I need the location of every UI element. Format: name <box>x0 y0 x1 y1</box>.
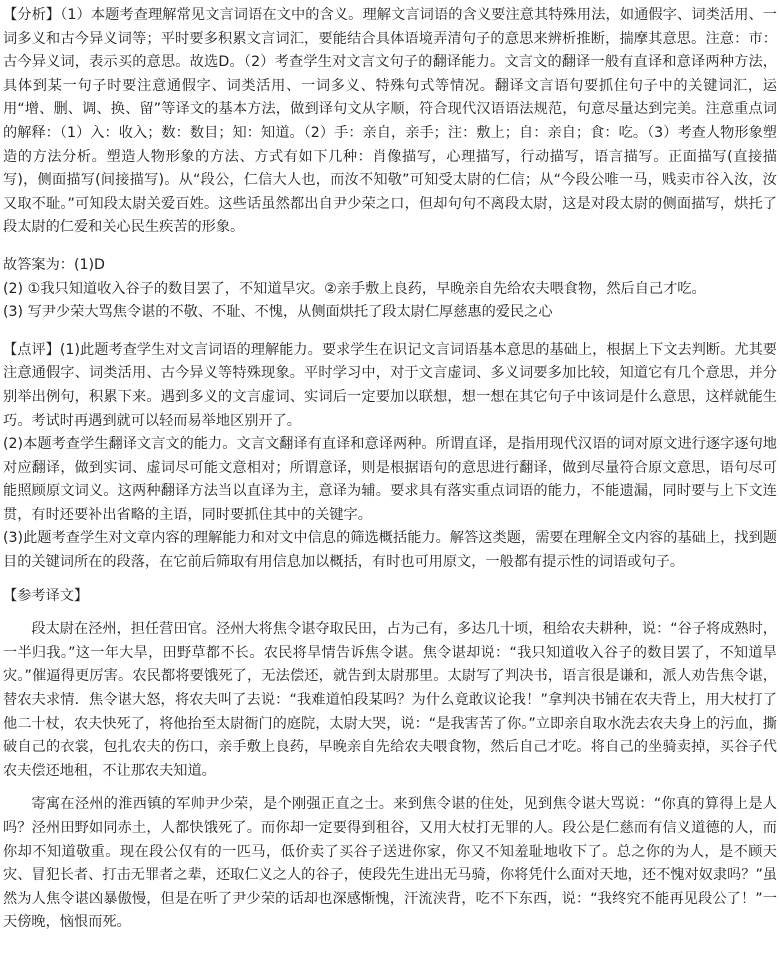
spacer <box>3 240 777 254</box>
analysis-paragraph: 【分析】（1）本题考查理解常见文言词语在文中的含义。理解文言词语的含义要注意其特殊用法，如通假字、词类活用、一词多义和古今异义词等；平时要多积累文言词汇，要能结合具体语境弄清句子的意思来辨析推断，揣摩其意思。注意：市：古今异义词，表示买的意思。故选D。（2）考查学生对文言文句子的翻译能力。文言文的翻译一般有直译和意译两种方法，具体到某一句子时要注意通假字、词类活用、一词多义、特殊句式等情况。翻译文言语句要抓住句子中的关键词汇，运用“增、删、调、换、留”等译文的基本方法，做到译句文从字顺，符合现代汉语语法规范，句意尽量达到完美。注意重点词的解释：（1）入：收入；数：数目；知：知道。（2）手：亲自，亲手；注：敷上；自：亲自；食：吃。（3）考查人物形象塑造的方法分析。塑造人物形象的方法、方式有如下几种：肖像描写，心理描写，行动描写，语言描写。正面描写(直接描写)，侧面描写(间接描写)。从“段公，仁信大人也，而汝不知敬”可知受太尉的仁信；从“今段公唯一马，贱卖市谷入汝，汝又取不耻。”可知段太尉关爱百姓。这些话虽然都出自尹少荣之口，但却句句不离段太尉，这是对段太尉的侧面描写，烘托了段太尉的仁爱和关心民生疾苦的形象。 <box>3 7 777 236</box>
answer-line-3: (3) 写尹少荣大骂焦令谌的不敬、不耻、不愧，从侧面烘托了段太尉仁厚慈惠的爱民之心 <box>3 304 553 321</box>
comment-paragraph-2: (2)本题考查学生翻译文言文的能力。文言文翻译有直译和意译两种。所谓直译，是指用现代汉语的词对原文进行逐字逐句地对应翻译，做到实词、虚词尽可能文意相对；所谓意译，则是根据语句的意思进行翻译，做到尽量符合原文意思，语句尽可能照顾原文词义。这两种翻译方法当以直译为主，意译为辅。要求具有落实重点词语的能力，不能遗漏，同时要与上下文连贯，有时还要补出省略的主语，同时要抓住其中的关键字。 <box>3 436 777 523</box>
comment-paragraph-1: 【点评】(1)此题考查学生对文言词语的理解能力。要求学生在识记文言词语基本意思的基础上，根据上下文去判断。尤其要注意通假字、词类活用、古今异义等特殊现象。平时学习中，对于文言虚词、多义词要多加比较，知道它有几个意思，并分别举出例句，积累下来。遇到多义的文言虚词、实词后一定要加以联想，想一想在其它句子中该词是什么意思，这样就能生巧。考试时再遇到就可以轻而易举地区别开了。 <box>3 341 777 429</box>
answer-line-2: (2) ①我只知道收入谷子的数目罢了，不知道旱灾。②亲手敷上良药，早晚亲自先给农夫喂食物，然后自己才吃。 <box>3 280 706 297</box>
translation-heading: 【参考译文】 <box>3 587 89 604</box>
answer-line-1: 故答案为：(1)D <box>3 256 105 273</box>
translation-paragraph-2: 寄寓在泾州的淮西镇的军帅尹少荣，是个刚强正直之士。来到焦令谌的住处，见到焦令谌大骂说：“你真的算得上是人吗？泾州田野如同赤土，人都快饿死了。而你却一定要得到租谷，又用大杖打无罪的人。段公是仁慈而有信义道德的人，而你却不知道敬重。现在段公仅有的一匹马，低价卖了买谷子送进你家，你又不知羞耻地收下了。总之你的为人，是不顾天灾、冒犯长者、打击无罪者之辈，还取仁义之人的谷子，使段先生进出无马骑，你将凭什么面对天地，还不愧对奴隶吗？”虽然为人焦令谌凶暴傲慢，但是在听了尹少荣的话却也深感惭愧，汗流浃背，吃不下东西，说：“我终究不能再见段公了！”一天傍晚，恼恨而死。 <box>3 796 777 931</box>
spacer <box>3 608 777 618</box>
answer-block <box>3 254 777 325</box>
spacer <box>3 575 777 585</box>
translation-paragraph-1: 段太尉在泾州，担任营田官。泾州大将焦令谌夺取民田，占为己有，多达几十顷，租给农夫耕种，说：“谷子将成熟时，一半归我。”这一年大旱，田野草都不长。农民将旱情告诉焦令谌。焦令谌却说：“我只知道收入谷子的数目罢了，不知道旱灾。”催逼得更厉害。农民都将要饿死了，无法偿还，就告到太尉那里。太尉写了判决书，语言很是谦和，派人劝告焦令谌，替农夫求情．焦令谌大怒，将农夫叫了去说：“我难道怕段某吗？为什么竟敢议论我！”拿判决书铺在农夫背上，用大杖打了他二十杖，农夫快死了，将他抬至太尉衙门的庭院，太尉大哭，说：“是我害苦了你。”立即亲自取水洗去农夫身上的污血，撕破自己的衣裳，包扎农夫的伤口，亲手敷上良药，早晚亲自先给农夫喂食物，然后自己才吃。将自己的坐骑卖掉，买谷子代农夫偿还地租，不让那农夫知道。 <box>3 621 777 779</box>
spacer <box>3 783 777 793</box>
comment-block <box>3 339 777 575</box>
comment-paragraph-3: (3)此题考查学生对文章内容的理解能力和对文中信息的筛选概括能力。解答这类题，需要在理解全文内容的基础上，找到题目的关键词所在的段落，在它前后筛取有用信息加以概括，有时也可用原文，一般都有提示性的词语或句子。 <box>3 530 777 571</box>
spacer <box>3 325 777 339</box>
